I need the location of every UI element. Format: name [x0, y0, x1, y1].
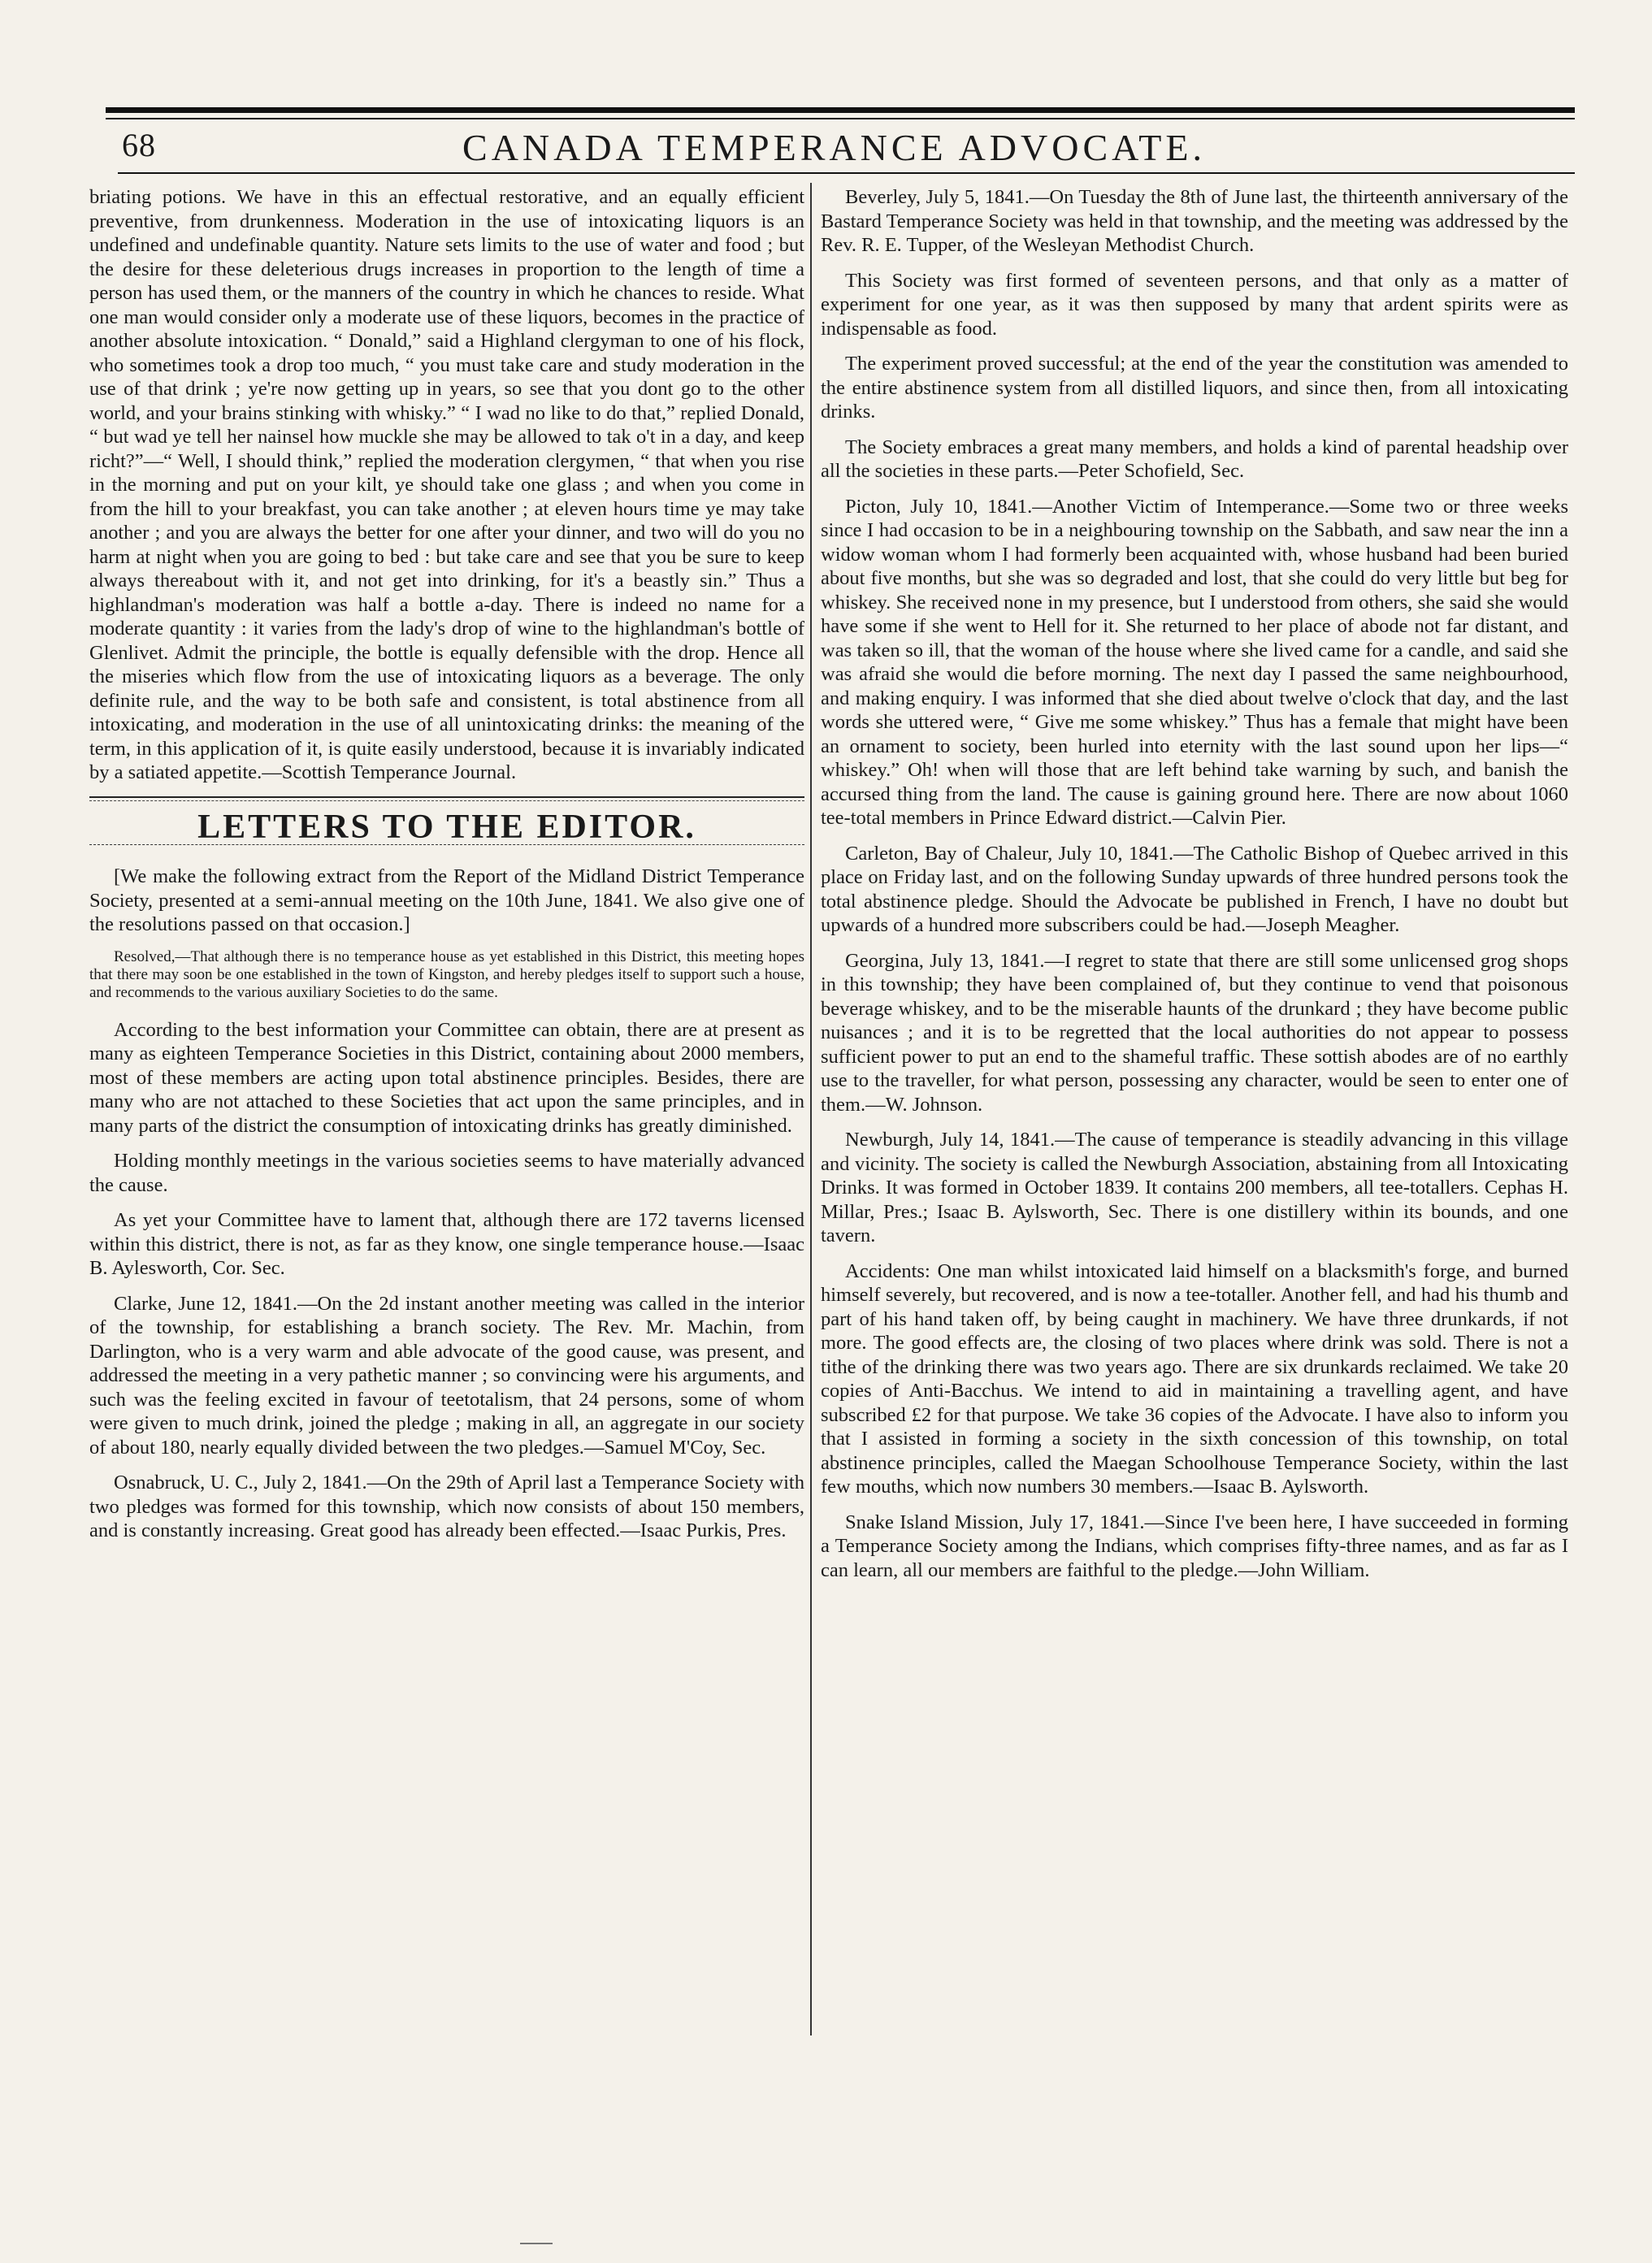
beverley-letter-2: This Society was first formed of seventeen persons, and that only as a matter of experiment for one year, as it was then supposed by many that ardent spirits were as indispensable as food.: [821, 269, 1568, 340]
beverley-letter: Beverley, July 5, 1841.—On Tuesday the 8th of June last, the thirteenth anniversary of the Bastard Temperance Society was held in that township, and the meeting was addressed by the Rev. R. E. Tupper, of the Wesleyan Methodist Church.: [821, 186, 1568, 256]
section-rule: [89, 796, 804, 801]
picton-letter: Picton, July 10, 1841.—Another Victim of Intemperance.—Some two or three weeks since I had occasion to be in a neighbouring township on the Sabbath, and saw near the inn a widow woman whom I had formerly been acquainted with, whose husband had been buried about five months, but she was so degraded and lost, that she could do very little but beg for whiskey. She received none in my presence, but I understood from others, she said she would have some if she went to Hell for it. She returned to her place of abode not far distant, and was taken so ill, that the woman of the house where she lived came for a candle, and said she was afraid she would die before morning. The next day I passed the same neighbourhood, and making enquiry. I was informed that she died about twelve o'clock that day, and the last words she uttered were, “ Give me some whiskey.” Thus has a female that might have been an ornament to society, been hurled into eternity with the last sound upon her lips—“ whiskey.” Oh! when will those that are left behind take warning by such, and banish the accursed thing from the land. The cause is gaining ground here. There are now about 1060 tee-total members in Prince Edward district.—Calvin Pier.: [821, 495, 1568, 829]
header-rule: [118, 172, 1575, 174]
beverley-letter-4: The Society embraces a great many members, and holds a kind of parental headship over all the societies in these parts.—Peter Schofield, Sec.: [821, 436, 1568, 482]
top-thick-rule: [106, 107, 1575, 113]
accidents-paragraph: Accidents: One man whilst intoxicated laid himself on a blacksmith's forge, and burned himself severely, but recovered, and is now a tee-totaller. Another fell, and had his thumb and part of his hand taken off, by being caught in machinery. We have three drunkards, if not more. The good effects are, the closing of two places where drink was sold. There is not a tithe of the drinking there was two years ago. There are six drunkards reclaimed. We take 20 copies of Anti-Bacchus. We intend to aid in maintaining a travelling agent, and have subscribed £2 for that purpose. We take 36 copies of the Advocate. I have also to inform you that I assisted in forming a society in the sixth concession of this township, on total abstinence principles, called the Maegan Schoolhouse Temperance Society, within the last few mouths, which now numbers 30 members.—Isaac B. Aylsworth.: [821, 1259, 1568, 1498]
meetings-paragraph: Holding monthly meetings in the various societies seems to have materially advanced the cause.: [89, 1150, 804, 1196]
section-title: LETTERS TO THE EDITOR.: [197, 808, 696, 846]
masthead-title: CANADA TEMPERANCE ADVOCATE.: [462, 127, 1206, 168]
resolved-paragraph: Resolved,—That although there is no temperance house as yet established in this District, this meeting hopes that there may soon be one established in the town of Kingston, and hereby pledges itself to support such a house, and recommends to the various auxiliary Societies to do the same.: [89, 947, 804, 1001]
intro-paragraph: [We make the following extract from the Report of the Midland District Temperance Society, presented at a semi-annual meeting on the 10th June, 1841. We also give one of the resolutions passed on that occasion.]: [89, 865, 804, 935]
column-divider: [810, 183, 812, 2035]
left-column: [89, 185, 804, 1554]
osnabruck-letter: Osnabruck, U. C., July 2, 1841.—On the 29th of April last a Temperance Society with two pledges was formed for this township, which now consists of about 150 members, and is constantly increasing. Great good has already been effected.—Isaac Purkis, Pres.: [89, 1472, 804, 1541]
right-column: [821, 185, 1568, 1593]
clarke-letter: Clarke, June 12, 1841.—On the 2d instant another meeting was called in the interior of the township, for establishing a branch society. The Rev. Mr. Machin, from Darlington, who is a very warm and able advocate of the good cause, was present, and addressed the meeting in a very pathetic manner ; so convincing were his arguments, and such was the feeling excited in favour of teetotalism, that 24 persons, some of whom were given to much drink, joined the pledge ; making in all, an aggregate in our society of about 180, nearly equally divided between the two pledges.—Samuel M'Coy, Sec.: [89, 1292, 804, 1459]
newburgh-letter: Newburgh, July 14, 1841.—The cause of temperance is steadily advancing in this village and vicinity. The society is called the Newburgh Association, abstaining from all Intoxicating Drinks. It was formed in October 1839. It contains 200 members, all tee-totallers. Cephas H. Millar, Pres.; Isaac B. Aylsworth, Sec. There is one distillery within its bounds, and one tavern.: [821, 1129, 1568, 1246]
committee-paragraph: According to the best information your Committee can obtain, there are at present as many as eighteen Temperance Societies in this District, containing about 2000 members, most of these members are acting upon total abstinence principles. Besides, there are many who are not attached to these Societies that act upon the same principles, and in many parts of the district the consumption of intoxicating drinks has greatly diminished.: [89, 1018, 804, 1137]
continued-article: briating potions. We have in this an effectual restorative, and an equally efficient preventive, from drunkenness. Moderation in the use of intoxicating liquors is an undefined and undefinable quantity. Nature sets limits to the use of water and food ; but the desire for these deleterious drugs increases in proportion to the length of time a person has used them, or the manners of the country in which he chances to reside. What one man would consider only a moderate use of these liquors, becomes in the practice of another absolute intoxication. “ Donald,” said a Highland clergyman to one of his flock, who sometimes took a drop too much, “ you must take care and study moderation in the use of that drink ; ye're now getting up in years, so see that you dont go to the other world, and your brains stinking with whisky.” “ I wad no like to do that,” replied Donald, “ but wad ye tell her nainsel how muckle she may be allowed to tak o't in a day, and keep richt?”—“ Well, I should think,” replied the moderation clergymen, “ that when you rise in the morning and put on your kilt, ye should take one glass ; and when you come in from the hill to your breakfast, you can take another ; at eleven hours time ye may take another ; and you are always the better for one after your dinner, and two will do you no harm at night when you are going to bed : but take care and see that you be sure to keep always thereabout with it, and not get into drinking, for it's a beastly sin.” Thus a highlandman's moderation was half a bottle a-day. There is indeed no name for a moderate quantity : it varies from the lady's drop of wine to the highlandman's bottle of Glenlivet. Admit the principle, the bottle is equally defensible with the drop. Hence all the miseries which flow from the use of intoxicating liquors as a beverage. The only definite rule, and the way to be both safe and consistent, is total abstinence from all intoxicating, and moderation in the use of all unintoxicating drinks: the meaning of the term, in this application of it, is quite easily understood, because it is invariably indicated by a satiated appetite.—Scottish Temperance Journal.: [89, 186, 804, 783]
georgina-letter: Georgina, July 13, 1841.—I regret to state that there are still some unlicensed grog shops in this township; they have been complained of, but they continue to vend that poisonous beverage whiskey, and to be the miserable haunts of the drunkard ; they have become public nuisances ; and it is to be regretted that the local authorities do not appear to possess sufficient power to put an end to the shameful traffic. These sottish abodes are of no earthly use to the traveller, for what person, possessing any character, would be seen to enter one of them.—W. Johnson.: [821, 949, 1568, 1116]
taverns-paragraph: As yet your Committee have to lament that, although there are 172 taverns licensed within this district, there is not, as far as they know, one single temperance house.—Isaac B. Aylesworth, Cor. Sec.: [89, 1209, 804, 1279]
beverley-letter-3: The experiment proved successful; at the end of the year the constitution was amended to the entire abstinence system from all distilled liquors, and since then, from all intoxicating drinks.: [821, 353, 1568, 423]
footer-mark: [520, 2243, 553, 2244]
snake-island-letter: Snake Island Mission, July 17, 1841.—Since I've been here, I have succeeded in forming a Temperance Society among the Indians, which comprises fifty-three names, and as far as I can learn, all our members are faithful to the pledge.—John William.: [821, 1511, 1568, 1581]
page-number: 68: [122, 127, 156, 163]
page-header: [65, 126, 1603, 175]
carleton-letter: Carleton, Bay of Chaleur, July 10, 1841.—The Catholic Bishop of Quebec arrived in this place on Friday last, and on the following Sunday upwards of three hundred persons took the total abstinence pledge. Should the Advocate be published in French, I have no doubt but upwards of a hundred more subscribers could be had.—Joseph Meagher.: [821, 842, 1568, 936]
top-thin-rule: [106, 118, 1575, 119]
